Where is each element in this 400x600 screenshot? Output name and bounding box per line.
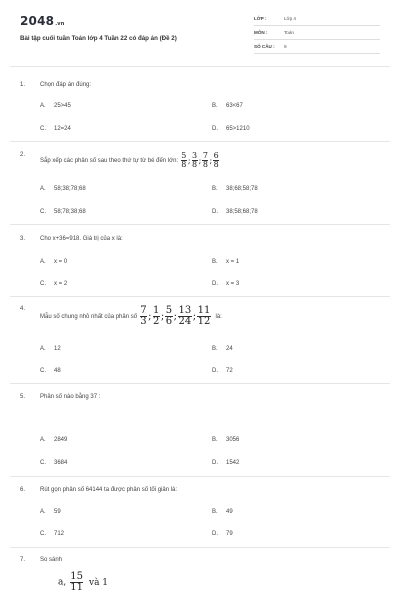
option-letter: A.: [40, 509, 46, 515]
option-text: 1542: [226, 460, 240, 466]
option-letter: A.: [40, 186, 46, 192]
option-text: 12: [54, 346, 61, 352]
question-text: Phân số nào bằng 37 :: [40, 394, 101, 400]
option-letter: B.: [212, 509, 218, 515]
fraction-denominator: 11: [70, 582, 83, 593]
fraction-numerator: 15: [70, 571, 83, 582]
option-text: x = 2: [54, 281, 68, 287]
fraction-numerator: 13: [178, 305, 192, 316]
meta-label: MÔN :: [254, 30, 268, 35]
sub-after: và 1: [89, 577, 109, 588]
question-text: So sánh: [40, 557, 63, 563]
option-letter: C.: [40, 281, 46, 287]
option-letter: A.: [40, 103, 46, 109]
option-text: 49: [226, 509, 233, 515]
question-text: Chọn đáp án đúng:: [40, 82, 92, 88]
fraction-numerator: 11: [197, 305, 211, 316]
option-letter: B.: [212, 346, 218, 352]
fraction: [202, 152, 208, 169]
fraction: [213, 152, 219, 169]
option-letter: D.: [212, 209, 218, 215]
question-2: Sắp xếp các phân số sau theo thứ tự từ bé đến lớn: $\frac{5}{8}$ ; $\frac{3}{8}$ ; $\frac{7}{8}$ ; $\frac{6}{8}$: [40, 151, 219, 169]
option-b[interactable]: [212, 186, 258, 192]
fraction-denominator: 12: [197, 316, 211, 327]
option-c[interactable]: [40, 368, 61, 374]
option-letter: B.: [212, 103, 218, 109]
option-text: x = 1: [226, 259, 240, 265]
fraction-denominator: 24: [178, 316, 192, 327]
question-number: 3.: [20, 236, 26, 242]
option-letter: B.: [212, 259, 218, 265]
fraction-numerator: 7: [202, 151, 208, 160]
option-text: 25>45: [54, 103, 71, 109]
option-d[interactable]: [212, 460, 239, 466]
fraction-denominator: 8: [192, 160, 198, 169]
fraction-numerator: 3: [192, 151, 198, 160]
fraction: [70, 572, 84, 593]
option-letter: D.: [212, 531, 218, 537]
meta-label: SỐ CÂU :: [254, 44, 275, 49]
option-d[interactable]: [212, 281, 239, 287]
fraction-denominator: 6: [165, 316, 173, 327]
meta-class-row: [254, 14, 380, 26]
option-text: 2849: [54, 437, 68, 443]
option-letter: C.: [40, 368, 46, 374]
option-text: 59: [54, 509, 61, 515]
option-d[interactable]: [212, 531, 233, 537]
option-c[interactable]: [40, 281, 67, 287]
option-text: 24: [226, 346, 233, 352]
question-number: 6.: [20, 487, 26, 493]
option-b[interactable]: [212, 437, 239, 443]
fraction-denominator: 2: [153, 316, 160, 327]
fraction-numerator: 1: [153, 305, 160, 316]
option-text: 38;68;58;78: [226, 186, 258, 192]
option-letter: C.: [40, 460, 46, 466]
option-a[interactable]: [40, 346, 61, 352]
option-b[interactable]: [212, 346, 233, 352]
option-d[interactable]: [212, 368, 233, 374]
option-b[interactable]: [212, 103, 243, 109]
logo-suffix: .vn: [55, 21, 65, 27]
option-c[interactable]: [40, 460, 67, 466]
option-letter: C.: [40, 209, 46, 215]
logo-text: 2048: [20, 14, 55, 28]
question-divider: [10, 296, 390, 297]
option-letter: D.: [212, 368, 218, 374]
option-a[interactable]: [40, 437, 67, 443]
question-text-after: là:: [215, 313, 222, 320]
option-letter: A.: [40, 259, 46, 265]
fraction-denominator: 8: [213, 160, 219, 169]
fraction: [197, 306, 211, 327]
fraction: [178, 306, 192, 327]
option-text: 3056: [226, 437, 240, 443]
header-divider: [10, 66, 390, 67]
question-text: Cho x+36=918. Giá trị của x là:: [40, 236, 123, 242]
meta-value: Lớp 4: [284, 16, 296, 21]
site-logo[interactable]: [20, 14, 65, 28]
meta-value: Toán: [284, 30, 294, 35]
option-text: 48: [54, 368, 61, 374]
question-divider: [10, 547, 390, 548]
meta-subject-row: [254, 28, 380, 40]
option-letter: D.: [212, 126, 218, 132]
question-number: 5.: [20, 394, 26, 400]
option-text: x = 3: [226, 281, 240, 287]
question-divider: [10, 224, 390, 225]
comparison-item-a: [58, 572, 108, 593]
fraction: [181, 152, 187, 169]
question-text: Mẫu số chung nhỏ nhất của phân số: [40, 313, 138, 320]
question-text: Sắp xếp các phân số sau theo thứ tự từ bé đến lớn:: [40, 157, 179, 164]
sub-label: a,: [58, 577, 67, 588]
question-divider: [10, 476, 390, 477]
option-d[interactable]: [212, 209, 258, 215]
option-a[interactable]: [40, 103, 71, 109]
option-d[interactable]: [212, 126, 250, 132]
fraction-numerator: 5: [181, 151, 187, 160]
option-text: 58;78;38;68: [54, 209, 86, 215]
fraction-denominator: 8: [181, 160, 187, 169]
option-text: 58;38;78;68: [54, 186, 86, 192]
option-text: 65>1210: [226, 126, 250, 132]
question-text: Rút gọn phân số 64144 ta được phân số tối giản là:: [40, 487, 178, 493]
option-text: 3684: [54, 460, 68, 466]
meta-count-row: [254, 42, 380, 54]
option-text: 12=24: [54, 126, 71, 132]
question-number: 7.: [20, 557, 26, 563]
option-c[interactable]: [40, 209, 86, 215]
option-b[interactable]: [212, 259, 239, 265]
option-letter: A.: [40, 437, 46, 443]
question-number: 4.: [20, 306, 26, 312]
fraction-numerator: 7: [140, 305, 147, 316]
option-c[interactable]: [40, 126, 71, 132]
meta-label: LỚP :: [254, 16, 267, 21]
question-number: 2.: [20, 152, 26, 158]
fraction: [153, 306, 160, 327]
option-b[interactable]: [212, 509, 233, 515]
option-letter: B.: [212, 437, 218, 443]
question-number: 1.: [20, 82, 26, 88]
option-text: 63<67: [226, 103, 243, 109]
page-title: Bài tập cuối tuần Toán lớp 4 Tuần 22 có đáp án (Đề 2): [20, 35, 177, 42]
option-letter: C.: [40, 126, 46, 132]
option-letter: A.: [40, 346, 46, 352]
question-divider: [10, 383, 390, 384]
fraction-numerator: 5: [165, 305, 173, 316]
option-text: 712: [54, 531, 65, 537]
option-a[interactable]: [40, 509, 61, 515]
option-c[interactable]: [40, 531, 64, 537]
option-a[interactable]: [40, 186, 86, 192]
question-4: Mẫu số chung nhỏ nhất của phân số $\frac{7}{3}$ ; $\frac{1}{2}$ ; $\frac{5}{6}$ ; $\frac{13}{24}$ ; $\frac{11}{12}$ là:: [40, 305, 222, 327]
question-divider: [10, 141, 390, 142]
option-letter: B.: [212, 186, 218, 192]
option-letter: D.: [212, 281, 218, 287]
option-a[interactable]: [40, 259, 67, 265]
option-text: x = 0: [54, 259, 68, 265]
fraction-denominator: 8: [202, 160, 208, 169]
fraction: [192, 152, 198, 169]
option-letter: C.: [40, 531, 46, 537]
option-text: 38;58;68;78: [226, 209, 258, 215]
option-letter: D.: [212, 460, 218, 466]
option-text: 79: [226, 531, 233, 537]
option-text: 72: [226, 368, 233, 374]
fraction: [165, 306, 172, 327]
fraction-numerator: 6: [213, 151, 219, 160]
fraction: [140, 306, 147, 327]
meta-value: 9: [284, 44, 287, 49]
fraction-denominator: 3: [140, 316, 147, 327]
